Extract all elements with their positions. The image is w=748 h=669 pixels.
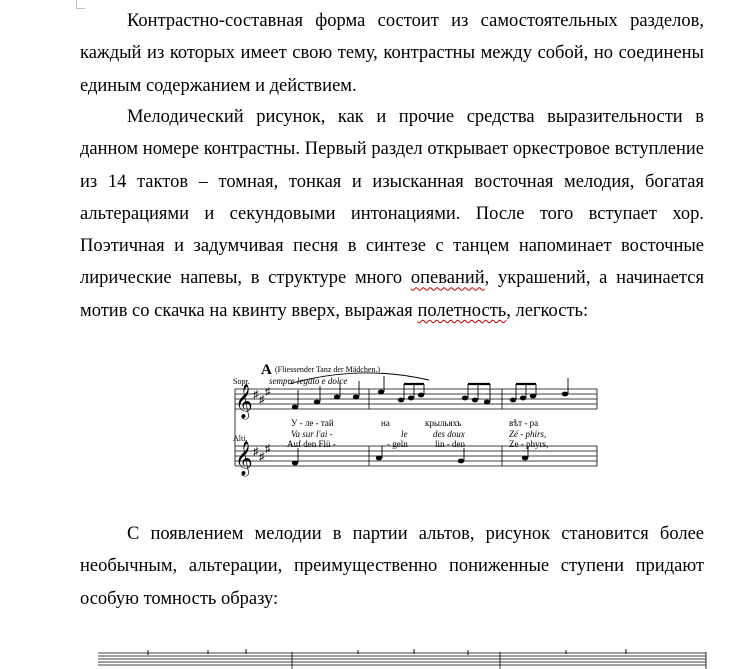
- music-score-image-2: [96, 640, 708, 669]
- treble-clef-icon: 𝄞: [235, 442, 253, 475]
- lyric-ru: крыльяхъ: [425, 418, 462, 428]
- text-line: каждый из которых имеет свою тему, контрастны между собой, но соединены: [80, 43, 704, 64]
- text-line: из 14 тактов – томная, тонкая и изысканная восточная мелодия, богатая: [80, 171, 704, 192]
- notes-upper: [292, 390, 568, 410]
- svg-text:♯: ♯: [253, 389, 259, 401]
- svg-text:♯: ♯: [259, 451, 265, 463]
- lyric-fr: Zé - phirs,: [509, 429, 547, 439]
- lyric-de: Auf den Flü -: [287, 439, 336, 449]
- text-line: Поэтичная и задумчивая песня в синтезе с танцем напоминает восточные: [80, 236, 704, 257]
- lyric-de: Ze - phyrs,: [509, 439, 549, 449]
- lyric-fr: le: [401, 429, 408, 439]
- svg-text:♯: ♯: [265, 443, 271, 455]
- svg-text:♯: ♯: [253, 446, 259, 458]
- text-line: альтерациями и секундовыми интонациями. После того вступает хор.: [80, 203, 704, 224]
- spellcheck-word: опеваний: [410, 268, 485, 289]
- lyric-de: lin - den: [435, 439, 465, 449]
- text-line: Мелодический рисунок, как и прочие средства выразительности в: [127, 107, 704, 127]
- text-segment: лирические напевы, в структуре много: [80, 268, 411, 289]
- lyric-fr: Va sur l'ai -: [291, 429, 333, 439]
- text-line: особую томность образу:: [80, 588, 279, 609]
- text-line-mixed: [80, 295, 704, 327]
- text-segment: , легкость:: [506, 300, 589, 321]
- text-line: Контрастно-составная форма состоит из самостоятельных разделов,: [127, 11, 704, 31]
- music-score-image: [229, 362, 599, 480]
- text-line: необычным, альтерации, преимущественно пониженные ступени придают: [80, 556, 704, 577]
- lyric-ru: на: [381, 418, 390, 428]
- paragraph-form: [80, 5, 704, 102]
- text-line: С появлением мелодии в партии альтов, рисунок становится более: [127, 524, 704, 544]
- lyric-ru: вѣт - ра: [509, 418, 539, 428]
- text-line-mixed: [80, 262, 704, 294]
- svg-text:♯: ♯: [259, 394, 265, 406]
- expression-marking: sempre legato e dolce: [269, 376, 348, 386]
- text-line: единым содержанием и действием.: [80, 75, 357, 96]
- spellcheck-word: полетность: [417, 300, 507, 321]
- paragraph-altos: [80, 518, 704, 615]
- text-line: данном номере контрастны. Первый раздел открывает оркестровое вступление: [80, 139, 704, 160]
- lyric-ru: У - ле - тай: [291, 418, 334, 428]
- paragraph-melodic: [80, 101, 704, 327]
- treble-clef-icon: 𝄞: [235, 385, 253, 418]
- lyric-fr: des doux: [433, 429, 465, 439]
- lyric-de: - geln: [387, 439, 408, 449]
- text-segment: мотив со скачка на квинту вверх, выражая: [80, 300, 418, 321]
- tempo-marking: (Fliessender Tanz der Mädchen.): [275, 365, 381, 374]
- rehearsal-mark: A: [261, 362, 272, 378]
- alto-label: Alti.: [233, 434, 248, 443]
- soprano-label: Sopr.: [233, 377, 250, 386]
- svg-text:♯: ♯: [265, 386, 271, 398]
- text-segment: , украшений, а начинается: [484, 268, 705, 289]
